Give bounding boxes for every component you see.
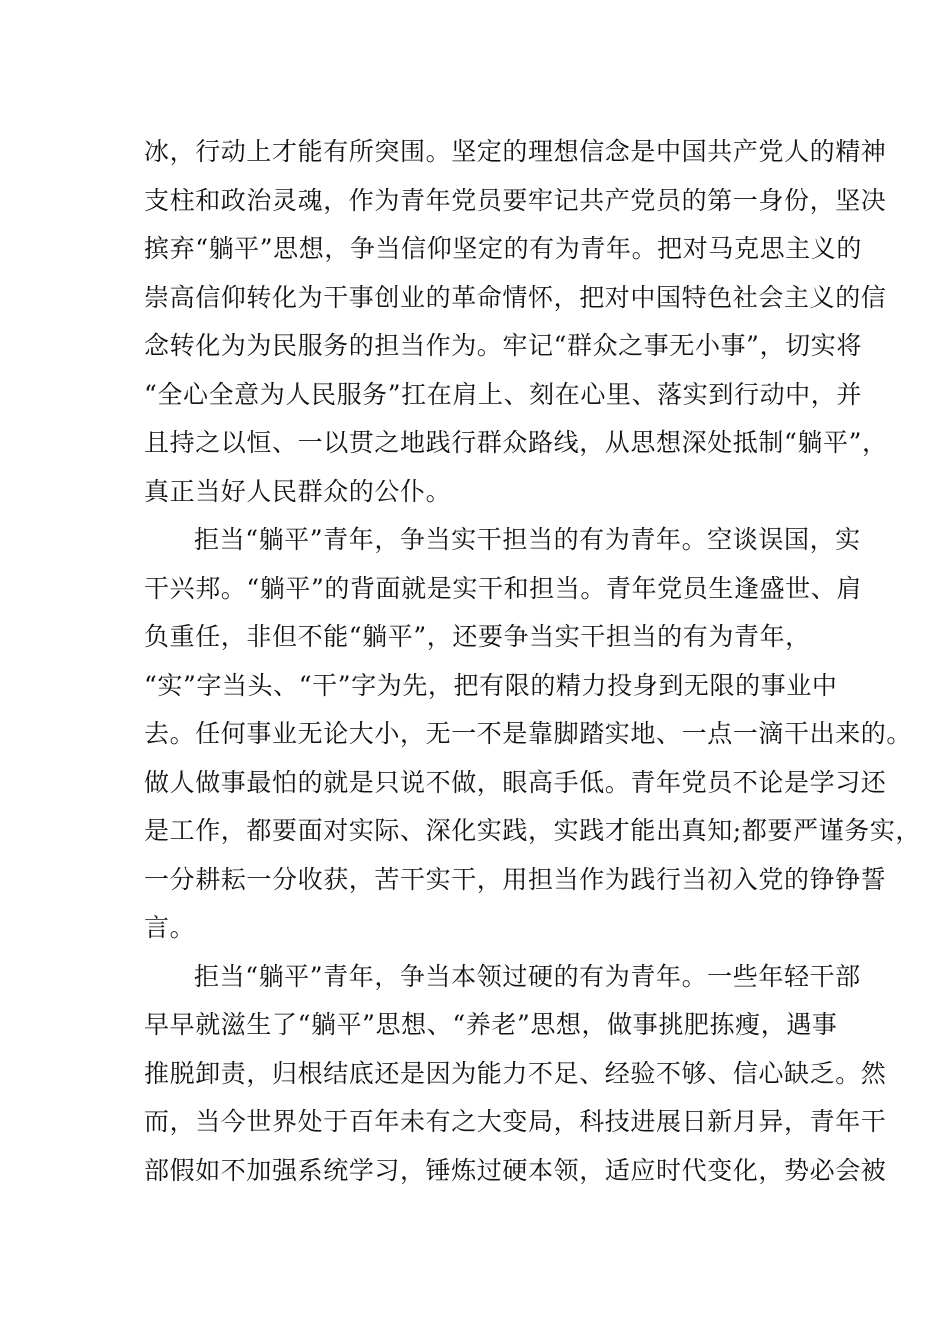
text-line: “实”字当头、“干”字为先，把有限的精力投身到无限的事业中 [144, 670, 838, 700]
paragraph-1 [144, 128, 888, 516]
text-line: 而，当今世界处于百年未有之大变局，科技进展日新月异，青年干 [144, 1107, 887, 1136]
body-text [144, 128, 922, 1195]
text-line: 早早就滋生了“躺平”思想、“养老”思想，做事挑肥拣瘦，遇事 [144, 1010, 838, 1039]
text-line: 推脱卸责，归根结底还是因为能力不足、经验不够、信心缺乏。然 [144, 1058, 887, 1088]
text-line: 且持之以恒、一以贯之地践行群众路线，从思想深处抵制“躺平”， [144, 428, 888, 457]
text-line: 做人做事最怕的就是只说不做，眼高手低。青年党员不论是学习还 [144, 767, 887, 797]
text-line: 真正当好人民群众的公仆。 [144, 476, 452, 506]
paragraph-3 [144, 953, 887, 1196]
text-line: 是工作，都要面对实际、深化实践，实践才能出真知;都要严谨务实， [144, 816, 922, 845]
text-line: 冰，行动上才能有所突围。坚定的理想信念是中国共产党人的精神 [144, 137, 887, 166]
paragraph-2 [144, 516, 922, 953]
text-line: 摈弃“躺平”思想，争当信仰坚定的有为青年。把对马克思主义的 [144, 234, 862, 263]
text-line: “全心全意为人民服务”扛在肩上、刻在心里、落实到行动中，并 [144, 379, 862, 409]
text-line: 言。 [144, 913, 196, 942]
text-line: 部假如不加强系统学习，锤炼过硬本领，适应时代变化，势必会被 [144, 1155, 887, 1185]
text-line: 支柱和政治灵魂，作为青年党员要牢记共产党员的第一身份，坚决 [144, 185, 887, 215]
text-line: 一分耕耘一分收获，苦干实干，用担当作为践行当初入党的铮铮誓 [144, 864, 887, 894]
text-line: 去。任何事业无论大小，无一不是靠脚踏实地、一点一滴干出来的。 [144, 719, 913, 748]
text-line: 负重任，非但不能“躺平”，还要争当实干担当的有为青年， [144, 622, 811, 651]
text-line: 念转化为为民服务的担当作为。牢记“群众之事无小事”，切实将 [144, 331, 862, 360]
text-line: 崇高信仰转化为干事创业的革命情怀，把对中国特色社会主义的信 [144, 282, 887, 312]
text-line: 拒当“躺平”青年，争当实干担当的有为青年。空谈误国，实 [194, 525, 861, 554]
text-line: 拒当“躺平”青年，争当本领过硬的有为青年。一些年轻干部 [194, 961, 861, 991]
text-line: 干兴邦。“躺平”的背面就是实干和担当。青年党员生逢盛世、肩 [144, 573, 862, 603]
